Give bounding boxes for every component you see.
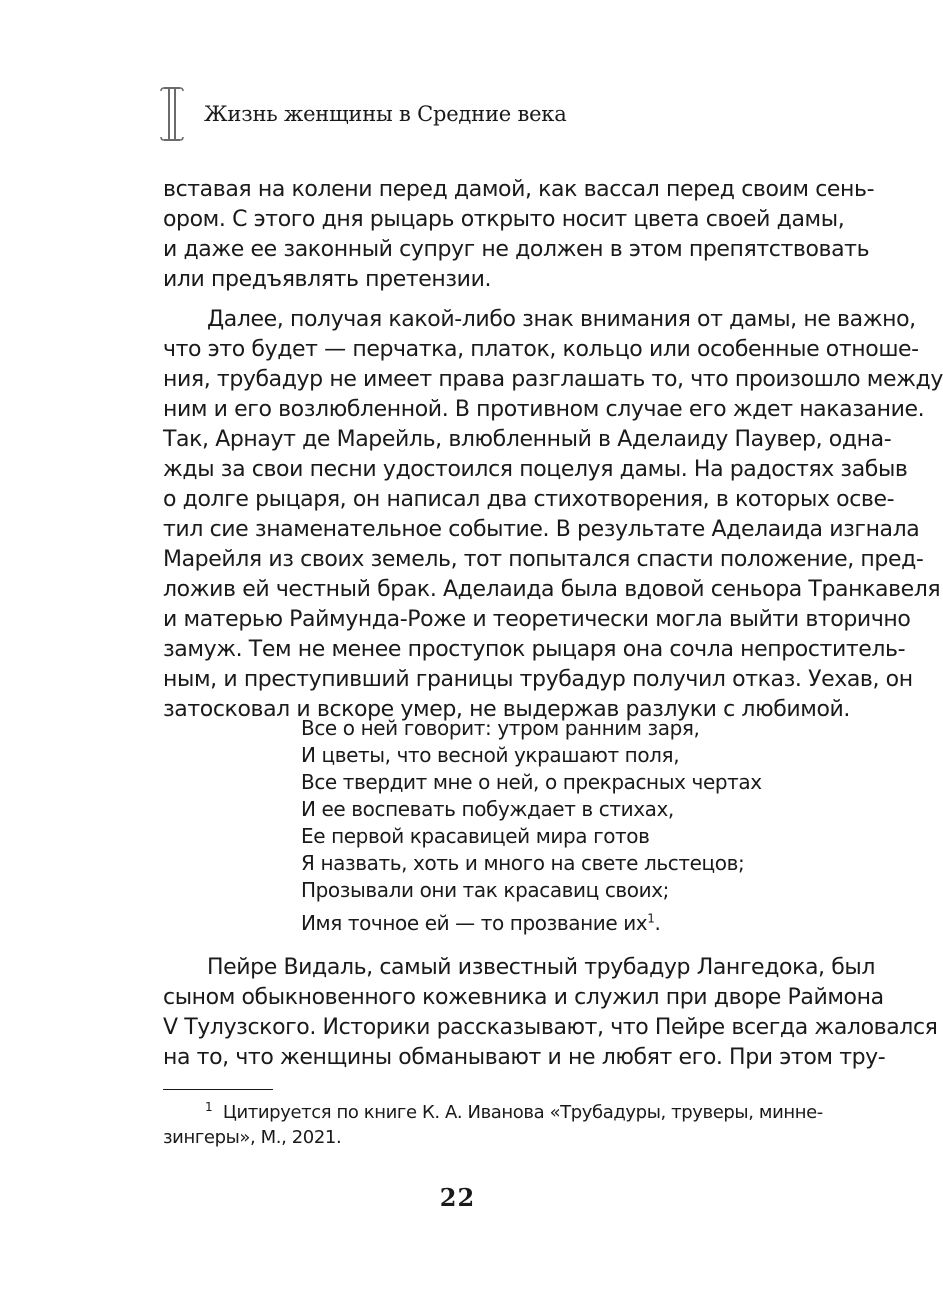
body-line: ния, трубадур не имеет права разглашать то, что произошло между [163, 367, 943, 392]
body-line: замуж. Тем не менее проступок рыцаря она сочла непроститель- [163, 637, 906, 662]
ornamental-bracket-icon [160, 86, 184, 142]
body-line: сыном обыкновенного кожевника и служил при дворе Раймона [163, 985, 884, 1010]
verse-line: Я назвать, хоть и много на свете льстецов; [301, 851, 745, 875]
body-line: Марейля из своих земель, тот попытался спасти положение, пред- [163, 547, 924, 572]
body-line: о долге рыцаря, он написал два стихотворения, в которых осве- [163, 487, 895, 512]
verse-line: Все твердит мне о ней, о прекрасных чертах [301, 770, 762, 794]
body-line: тил сие знаменательное событие. В результате Аделаида изгнала [163, 517, 920, 542]
body-line: что это будет — перчатка, платок, кольцо или особенные отноше- [163, 337, 919, 362]
verse-line-last [301, 910, 660, 936]
running-header-title: Жизнь женщины в Средние века [204, 102, 567, 126]
footnote-reference: 1 [647, 911, 655, 926]
body-line: Пейре Видаль, самый известный трубадур Лангедока, был [207, 955, 876, 980]
body-line: затосковал и вскоре умер, не выдержав разлуки с любимой. [163, 697, 851, 722]
verse-line: И цветы, что весной украшают поля, [301, 743, 680, 767]
body-line: V Тулузского. Историки рассказывают, что Пейре всегда жаловался [163, 1015, 938, 1040]
body-line: и даже ее законный супруг не должен в этом препятствовать [163, 237, 870, 262]
body-line: на то, что женщины обманывают и не любят его. При этом тру- [163, 1045, 886, 1070]
footnote-divider [163, 1089, 273, 1090]
body-line: жды за свои песни удостоился поцелуя дамы. На радостях забыв [163, 457, 908, 482]
body-line: ным, и преступивший границы трубадур получил отказ. Уехав, он [163, 667, 913, 692]
footnote-mark: 1 [205, 1100, 213, 1114]
verse-line: Все о ней говорит: утром ранним заря, [301, 716, 700, 740]
verse-line-end: . [654, 911, 661, 935]
body-line: вставая на колени перед дамой, как вассал перед своим сень- [163, 177, 875, 202]
body-line: ором. С этого дня рыцарь открыто носит цвета своей дамы, [163, 207, 845, 232]
body-line: ложив ей честный брак. Аделаида была вдовой сеньора Транкавеля [163, 577, 941, 602]
body-line: Далее, получая какой-либо знак внимания от дамы, не важно, [207, 307, 916, 332]
running-header [160, 86, 567, 142]
verse-line: Прозывали они так красавиц своих; [301, 878, 670, 902]
page-number: 22 [439, 1183, 476, 1212]
verse-line-text: Имя точное ей — то прозвание их [301, 911, 648, 935]
verse-line: Ее первой красавицей мира готов [301, 824, 650, 848]
footnote-line: зингеры», М., 2021. [163, 1127, 342, 1148]
verse-line: И ее воспевать побуждает в стихах, [301, 797, 674, 821]
footnote-line [205, 1101, 821, 1125]
footnote-text: Цитируется по книге К. А. Иванова «Трубадуры, труверы, минне- [222, 1102, 823, 1123]
body-line: и матерью Раймунда-Роже и теоретически могла выйти вторично [163, 607, 911, 632]
body-line: ним и его возлюбленной. В противном случае его ждет наказание. [163, 397, 925, 422]
body-line: Так, Арнаут де Марейль, влюбленный в Аделаиду Паувер, одна- [163, 427, 892, 452]
body-line: или предъявлять претензии. [163, 267, 492, 292]
